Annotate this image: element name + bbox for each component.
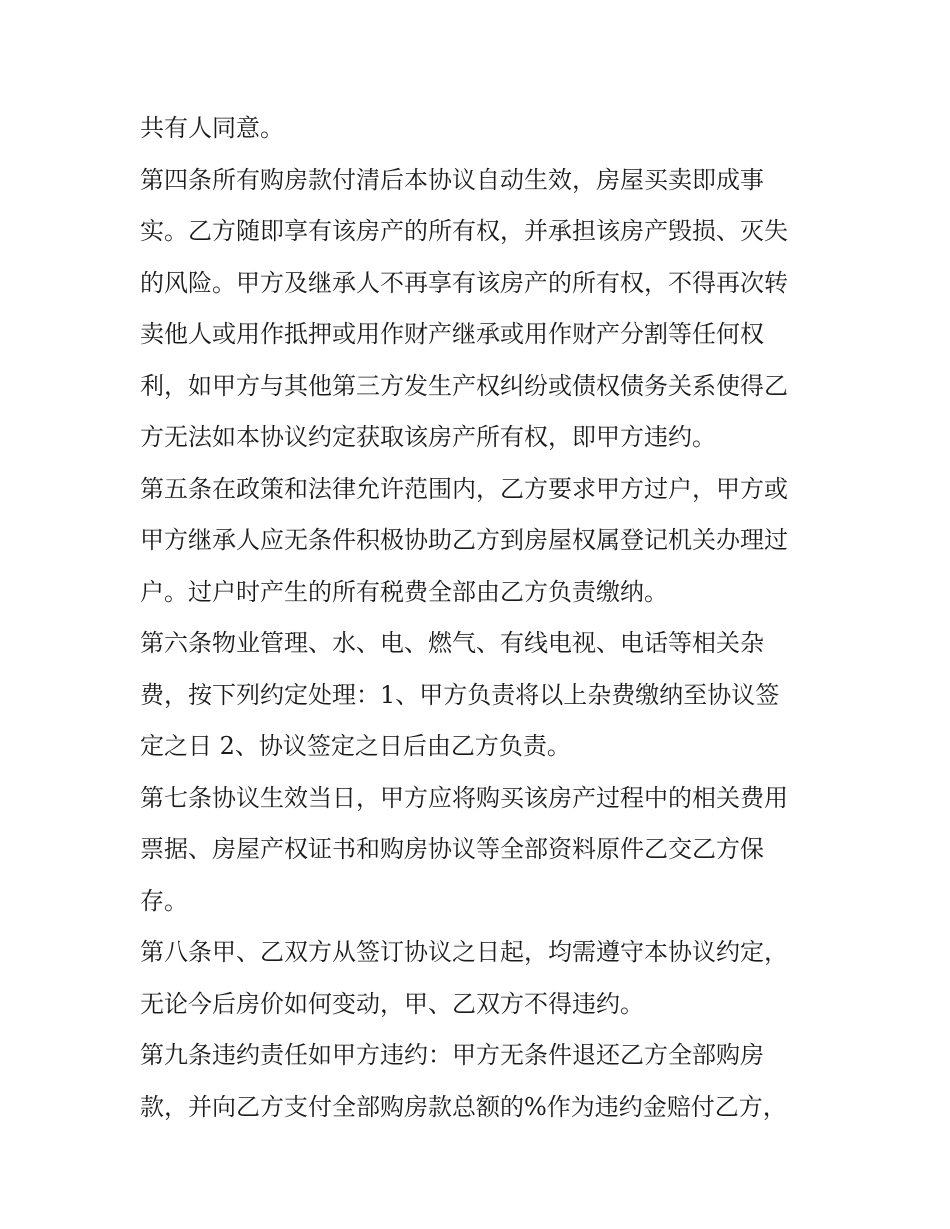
text-line: 方无法如本协议约定获取该房产所有权，即甲方违约。 xyxy=(140,423,716,451)
text-line: 存。 xyxy=(140,886,188,915)
text-line: 票据、房屋产权证书和购房协议等全部资料原件乙交乙方保 xyxy=(140,835,764,863)
text-line: 第八条甲、乙双方从签订协议之日起，均需遵守本协议约定， xyxy=(140,938,788,966)
text-line: 第九条违约责任如甲方违约：甲方无条件退还乙方全部购房 xyxy=(140,1041,764,1069)
text-line: 无论今后房价如何变动，甲、乙双方不得违约。 xyxy=(140,989,644,1018)
text-line: 款，并向乙方支付全部购房款总额的%作为违约金赔付乙方， xyxy=(140,1092,787,1121)
text-line: 甲方继承人应无条件积极协助乙方到房屋权属登记机关办理过 xyxy=(140,526,788,554)
document-body xyxy=(140,103,820,1133)
text-line: 户。过户时产生的所有税费全部由乙方负责缴纳。 xyxy=(140,577,668,606)
text-line: 第四条所有购房款付清后本协议自动生效，房屋买卖即成事 xyxy=(140,165,764,194)
text-line: 第六条物业管理、水、电、燃气、有线电视、电话等相关杂 xyxy=(140,629,764,657)
text-line: 卖他人或用作抵押或用作财产继承或用作财产分割等任何权 xyxy=(140,320,764,348)
text-line: 第七条协议生效当日，甲方应将购买该房产过程中的相关费用 xyxy=(140,783,788,812)
text-line: 共有人同意。 xyxy=(140,114,284,142)
text-line: 的风险。甲方及继承人不再享有该房产的所有权，不得再次转 xyxy=(140,268,788,297)
text-line: 定之日 2、协议签定之日后由乙方负责。 xyxy=(140,732,571,760)
text-line: 费，按下列约定处理：1、甲方负责将以上杂费缴纳至协议签 xyxy=(140,680,780,709)
text-line: 实。乙方随即享有该房产的所有权，并承担该房产毁损、灭失 xyxy=(140,217,788,245)
text-line: 利，如甲方与其他第三方发生产权纠纷或债权债务关系使得乙 xyxy=(140,371,788,400)
text-line: 第五条在政策和法律允许范围内，乙方要求甲方过户，甲方或 xyxy=(140,474,788,503)
